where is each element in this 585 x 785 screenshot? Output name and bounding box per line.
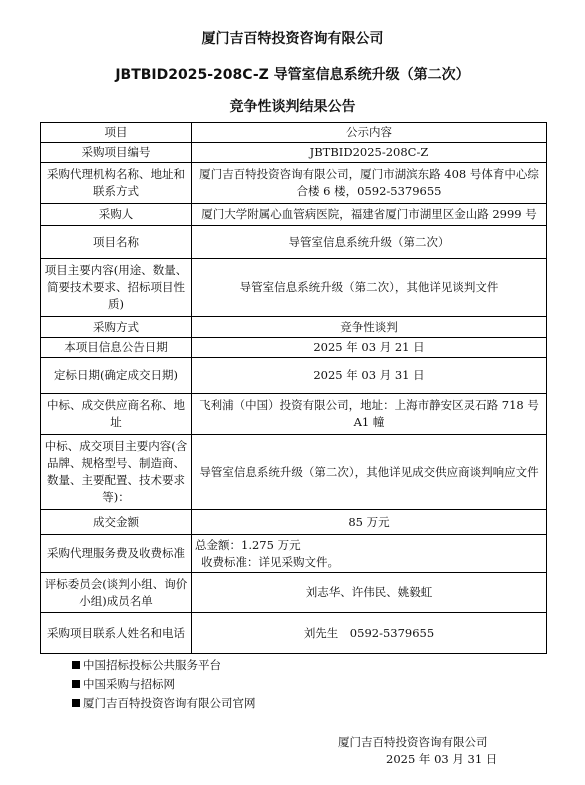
publication-links: [72, 656, 256, 713]
signature-company: 厦门吉百特投资咨询有限公司: [338, 735, 488, 749]
link-item[interactable]: [72, 656, 256, 675]
row-label: 采购代理机构名称、地址和联系方式: [41, 163, 192, 204]
result-table: [40, 122, 547, 654]
row-value: 刘志华、许伟民、姚毅虹: [192, 573, 547, 613]
row-value: 85 万元: [192, 510, 547, 535]
table-row: [41, 259, 547, 317]
square-bullet-icon: [72, 699, 80, 707]
row-label: 项目名称: [41, 226, 192, 259]
row-label: 评标委员会(谈判小组、询价小组)成员名单: [41, 573, 192, 613]
project-line: JBTBID2025-208C-Z 导管室信息系统升级（第二次）: [115, 67, 470, 83]
document-title: 竞争性谈判结果公告: [229, 99, 356, 115]
row-label: 采购人: [41, 204, 192, 226]
row-value: 刘先生 0592-5379655: [192, 613, 547, 654]
table-row: [41, 510, 547, 535]
table-row: [41, 163, 547, 204]
table-row: [41, 435, 547, 510]
row-label: 采购项目联系人姓名和电话: [41, 613, 192, 654]
square-bullet-icon: [72, 680, 80, 688]
square-bullet-icon: [72, 661, 80, 669]
table-row: [41, 338, 547, 358]
row-value: 2025 年 03 月 21 日: [192, 338, 547, 358]
table-row: [41, 358, 547, 394]
signature-date: 2025 年 03 月 31 日: [386, 752, 498, 766]
row-label: 采购项目编号: [41, 143, 192, 163]
row-label: 采购方式: [41, 317, 192, 338]
table-row: [41, 535, 547, 573]
table-row: [41, 613, 547, 654]
row-value: 飞利浦（中国）投资有限公司，地址：上海市静安区灵石路 718 号 A1 幢: [192, 394, 547, 435]
table-row: [41, 143, 547, 163]
table-row: [41, 317, 547, 338]
row-value: 2025 年 03 月 31 日: [192, 358, 547, 394]
row-value: 导管室信息系统升级（第二次），其他详见谈判文件: [192, 259, 547, 317]
row-label: 定标日期(确定成交日期): [41, 358, 192, 394]
row-label: 本项目信息公告日期: [41, 338, 192, 358]
link-text: 中国招标投标公共服务平台: [83, 658, 221, 672]
fee-standard: 收费标准：详见采购文件。: [201, 554, 339, 569]
signature-block: [338, 734, 497, 768]
table-header-row: [41, 123, 547, 143]
row-value: [192, 535, 547, 573]
table-row: [41, 394, 547, 435]
row-value: JBTBID2025-208C-Z: [192, 143, 547, 163]
header-cell-content: 公示内容: [192, 123, 547, 143]
row-value: 导管室信息系统升级（第二次）: [192, 226, 547, 259]
row-value: 厦门吉百特投资咨询有限公司，厦门市湖滨东路 408 号体育中心综合楼 6 楼，0592-5379655: [192, 163, 547, 204]
row-label: 中标、成交项目主要内容(含品牌、规格型号、制造商、数量、主要配置、技术要求等)：: [41, 435, 192, 510]
company-title: 厦门吉百特投资咨询有限公司: [201, 31, 384, 47]
row-label: 中标、成交供应商名称、地址: [41, 394, 192, 435]
row-label: 采购代理服务费及收费标准: [41, 535, 192, 573]
row-label: 项目主要内容(用途、数量、简要技术要求、招标项目性质): [41, 259, 192, 317]
fee-total: 总金额：1.275 万元: [195, 537, 301, 552]
table-row: [41, 204, 547, 226]
row-value: 竞争性谈判: [192, 317, 547, 338]
row-value: 导管室信息系统升级（第二次），其他详见成交供应商谈判响应文件: [192, 435, 547, 510]
table-row: [41, 573, 547, 613]
link-text: 中国采购与招标网: [83, 677, 175, 691]
row-label: 成交金额: [41, 510, 192, 535]
link-item[interactable]: [72, 694, 256, 713]
row-value: 厦门大学附属心血管病医院，福建省厦门市湖里区金山路 2999 号: [192, 204, 547, 226]
link-text: 厦门吉百特投资咨询有限公司官网: [83, 696, 256, 710]
table-row: [41, 226, 547, 259]
header-cell-item: 项目: [41, 123, 192, 143]
link-item[interactable]: [72, 675, 256, 694]
